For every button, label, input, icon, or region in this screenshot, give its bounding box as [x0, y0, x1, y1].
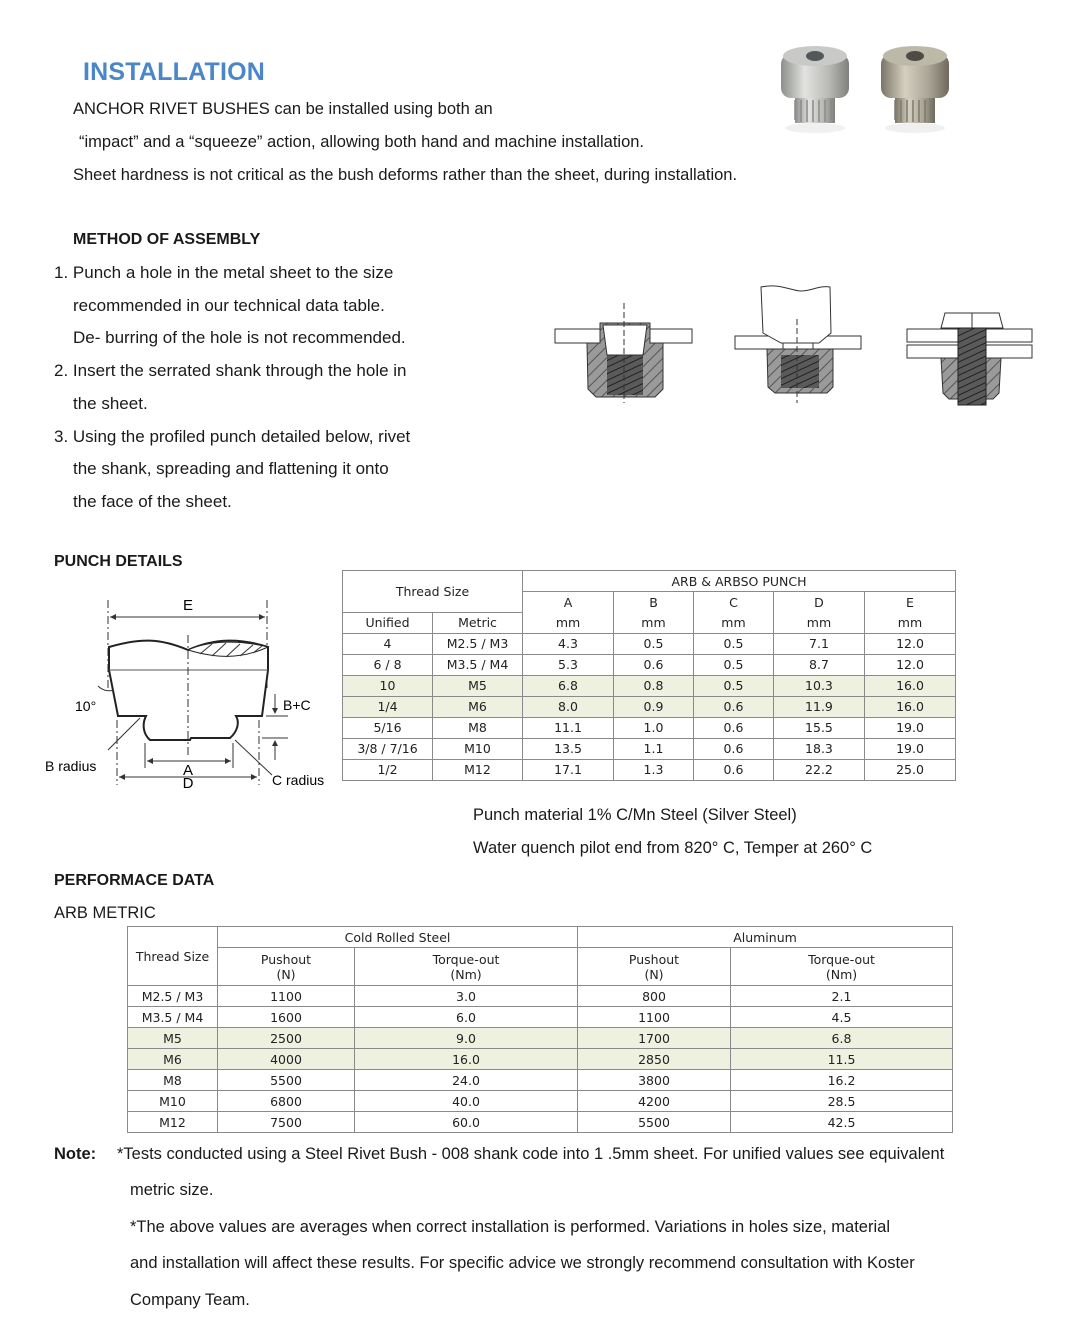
cell-a: 11.1 [523, 717, 614, 738]
performance-subheading: ARB METRIC [54, 904, 156, 922]
cell-d: 18.3 [773, 738, 864, 759]
assembly-steps [54, 257, 410, 519]
col-a-header: A [523, 592, 614, 613]
cell-s-torque: 3.0 [355, 986, 578, 1007]
col-e-header: E [864, 592, 955, 613]
rivet-bush-photo [781, 46, 849, 133]
steel-pushout-header [218, 948, 355, 986]
unified-header: Unified [343, 612, 433, 633]
pushout-label: Pushout [260, 951, 312, 967]
cell-e: 12.0 [864, 633, 955, 654]
cell-unified: 3/8 / 7/16 [343, 738, 433, 759]
cell-metric: M12 [433, 759, 523, 780]
unit-label: mm [613, 612, 693, 633]
step-punch-diagram [735, 286, 861, 403]
cell-s-push: 4000 [218, 1049, 355, 1070]
installation-title: INSTALLATION [83, 58, 266, 86]
cell-size: M2.5 / M3 [128, 986, 218, 1007]
cell-b: 0.5 [613, 633, 693, 654]
punch-table-row [343, 654, 956, 675]
cell-s-push: 2500 [218, 1028, 355, 1049]
rivet-bush-photo [881, 46, 949, 133]
punch-treatment: Water quench pilot end from 820° C, Temper at 260° C [473, 839, 873, 857]
performance-table-row [128, 1028, 953, 1049]
cell-s-torque: 6.0 [355, 1007, 578, 1028]
assembly-step: 3. Using the profiled punch detailed below, rivet [54, 426, 411, 446]
assembly-step: recommended in our technical data table. [73, 295, 385, 315]
cell-s-push: 5500 [218, 1070, 355, 1091]
cell-b: 1.3 [613, 759, 693, 780]
cell-s-push: 7500 [218, 1112, 355, 1133]
punch-group-header: ARB & ARBSO PUNCH [523, 571, 956, 592]
cell-d: 7.1 [773, 633, 864, 654]
punch-table-row [343, 696, 956, 717]
cell-s-push: 1100 [218, 986, 355, 1007]
punch-table-row [343, 759, 956, 780]
cell-size: M10 [128, 1091, 218, 1112]
cell-a-torque: 42.5 [731, 1112, 953, 1133]
label-a: A [182, 762, 194, 779]
note-line: Company Team. [130, 1291, 250, 1309]
steel-torque-header [355, 948, 578, 986]
metric-header: Metric [433, 612, 523, 633]
installation-text [73, 93, 737, 192]
cell-metric: M6 [433, 696, 523, 717]
aluminum-torque-header [731, 948, 953, 986]
note-line: *Tests conducted using a Steel Rivet Bush - 008 shank code into 1 .5mm sheet. For unified values see equivalent [117, 1145, 945, 1163]
installation-line: “impact” and a “squeeze” action, allowing both hand and machine installation. [79, 133, 645, 151]
cell-s-push: 6800 [218, 1091, 355, 1112]
cell-c: 0.6 [693, 696, 773, 717]
cell-size: M12 [128, 1112, 218, 1133]
pushout-unit: (N) [276, 966, 296, 982]
col-c-header: C [693, 592, 773, 613]
assembly-heading: METHOD OF ASSEMBLY [73, 231, 261, 248]
unit-label: mm [864, 612, 955, 633]
cell-a-torque: 16.2 [731, 1070, 953, 1091]
punch-table-row [343, 633, 956, 654]
cell-e: 19.0 [864, 717, 955, 738]
cell-a: 17.1 [523, 759, 614, 780]
punch-heading: PUNCH DETAILS [54, 553, 183, 570]
step-bolt-diagram [907, 313, 1032, 405]
torque-label: Torque-out [808, 951, 875, 967]
cell-e: 16.0 [864, 675, 955, 696]
cell-a-torque: 4.5 [731, 1007, 953, 1028]
assembly-step: the sheet. [73, 393, 148, 413]
cell-metric: M8 [433, 717, 523, 738]
cell-a-push: 5500 [578, 1112, 731, 1133]
cell-a-torque: 28.5 [731, 1091, 953, 1112]
cell-c: 0.5 [693, 675, 773, 696]
cell-unified: 5/16 [343, 717, 433, 738]
performance-heading: PERFORMACE DATA [54, 872, 215, 889]
pushout-unit: (N) [644, 966, 664, 982]
performance-table-row [128, 1091, 953, 1112]
cell-a: 13.5 [523, 738, 614, 759]
cell-a-push: 1700 [578, 1028, 731, 1049]
cell-a: 4.3 [523, 633, 614, 654]
cell-metric: M2.5 / M3 [433, 633, 523, 654]
col-b-header: B [613, 592, 693, 613]
cell-c: 0.6 [693, 759, 773, 780]
cell-c: 0.6 [693, 738, 773, 759]
cell-s-torque: 9.0 [355, 1028, 578, 1049]
cell-a-torque: 2.1 [731, 986, 953, 1007]
pushout-label: Pushout [628, 951, 680, 967]
cell-unified: 6 / 8 [343, 654, 433, 675]
unit-label: mm [773, 612, 864, 633]
assembly-step: De- burring of the hole is not recommended. [73, 328, 406, 348]
cell-d: 10.3 [773, 675, 864, 696]
cell-metric: M5 [433, 675, 523, 696]
cell-b: 0.6 [613, 654, 693, 675]
steel-header: Cold Rolled Steel [218, 927, 578, 948]
cell-size: M6 [128, 1049, 218, 1070]
cell-d: 11.9 [773, 696, 864, 717]
cell-unified: 10 [343, 675, 433, 696]
note-line: *The above values are averages when correct installation is performed. Variations in holes size, material [130, 1218, 890, 1236]
cell-unified: 1/2 [343, 759, 433, 780]
cell-a: 5.3 [523, 654, 614, 675]
cell-e: 25.0 [864, 759, 955, 780]
cell-a: 6.8 [523, 675, 614, 696]
cell-a-push: 2850 [578, 1049, 731, 1070]
label-e: E [182, 597, 194, 614]
unit-label: mm [523, 612, 614, 633]
cell-s-torque: 40.0 [355, 1091, 578, 1112]
cell-d: 22.2 [773, 759, 864, 780]
punch-material: Punch material 1% C/Mn Steel (Silver Steel) [473, 806, 797, 824]
punch-profile-diagram [40, 590, 340, 795]
cell-b: 0.9 [613, 696, 693, 717]
col-d-header: D [773, 592, 864, 613]
cell-s-torque: 60.0 [355, 1112, 578, 1133]
step-insert-diagram [555, 303, 692, 403]
cell-a-push: 1100 [578, 1007, 731, 1028]
performance-table-row [128, 1070, 953, 1091]
cell-metric: M3.5 / M4 [433, 654, 523, 675]
punch-table-row [343, 738, 956, 759]
cell-a-push: 800 [578, 986, 731, 1007]
performance-table-row [128, 1049, 953, 1070]
cell-c: 0.6 [693, 717, 773, 738]
cell-size: M3.5 / M4 [128, 1007, 218, 1028]
cell-a-torque: 6.8 [731, 1028, 953, 1049]
unit-label: mm [693, 612, 773, 633]
performance-table-row [128, 1112, 953, 1133]
cell-e: 16.0 [864, 696, 955, 717]
thread-size-header: Thread Size [343, 571, 523, 613]
cell-s-torque: 16.0 [355, 1049, 578, 1070]
cell-e: 19.0 [864, 738, 955, 759]
torque-unit: (Nm) [825, 966, 858, 982]
cell-a-torque: 11.5 [731, 1049, 953, 1070]
cell-metric: M10 [433, 738, 523, 759]
note-label: Note: [54, 1145, 97, 1163]
rivet-bush-photos [775, 38, 955, 138]
aluminum-pushout-header [578, 948, 731, 986]
cell-s-torque: 24.0 [355, 1070, 578, 1091]
cell-size: M8 [128, 1070, 218, 1091]
cell-a: 8.0 [523, 696, 614, 717]
installation-line: Sheet hardness is not critical as the bush deforms rather than the sheet, during installation. [73, 166, 738, 184]
label-d: D [182, 775, 194, 792]
thread-size-header: Thread Size [128, 927, 218, 986]
assembly-step: the shank, spreading and flattening it onto [73, 459, 389, 479]
label-b-radius: B radius [45, 758, 97, 774]
label-angle: 10° [75, 698, 97, 714]
cell-c: 0.5 [693, 633, 773, 654]
label-bc: B+C [283, 697, 311, 713]
cell-c: 0.5 [693, 654, 773, 675]
installation-line: ANCHOR RIVET BUSHES can be installed using both an [73, 100, 493, 118]
cell-a-push: 4200 [578, 1091, 731, 1112]
note-line: metric size. [130, 1181, 214, 1199]
cell-a-push: 3800 [578, 1070, 731, 1091]
performance-table-row [128, 986, 953, 1007]
punch-table-row [343, 675, 956, 696]
cell-unified: 4 [343, 633, 433, 654]
assembly-step: 2. Insert the serrated shank through the hole in [54, 361, 407, 381]
cell-size: M5 [128, 1028, 218, 1049]
cell-s-push: 1600 [218, 1007, 355, 1028]
aluminum-header: Aluminum [578, 927, 953, 948]
cell-b: 1.1 [613, 738, 693, 759]
installation-steps-diagram [545, 283, 1040, 408]
cell-b: 0.8 [613, 675, 693, 696]
punch-table [342, 570, 956, 781]
note-line: and installation will affect these results. For specific advice we strongly recommend consultation with Koster [130, 1254, 915, 1272]
cell-unified: 1/4 [343, 696, 433, 717]
cell-d: 15.5 [773, 717, 864, 738]
torque-label: Torque-out [432, 951, 500, 967]
assembly-step: the face of the sheet. [73, 491, 232, 511]
label-c-radius: C radius [272, 772, 325, 788]
performance-table-row [128, 1007, 953, 1028]
punch-table-row [343, 717, 956, 738]
cell-b: 1.0 [613, 717, 693, 738]
performance-table [127, 926, 953, 1133]
torque-unit: (Nm) [450, 966, 482, 982]
assembly-step: 1. Punch a hole in the metal sheet to the size [54, 263, 394, 282]
cell-e: 12.0 [864, 654, 955, 675]
cell-d: 8.7 [773, 654, 864, 675]
